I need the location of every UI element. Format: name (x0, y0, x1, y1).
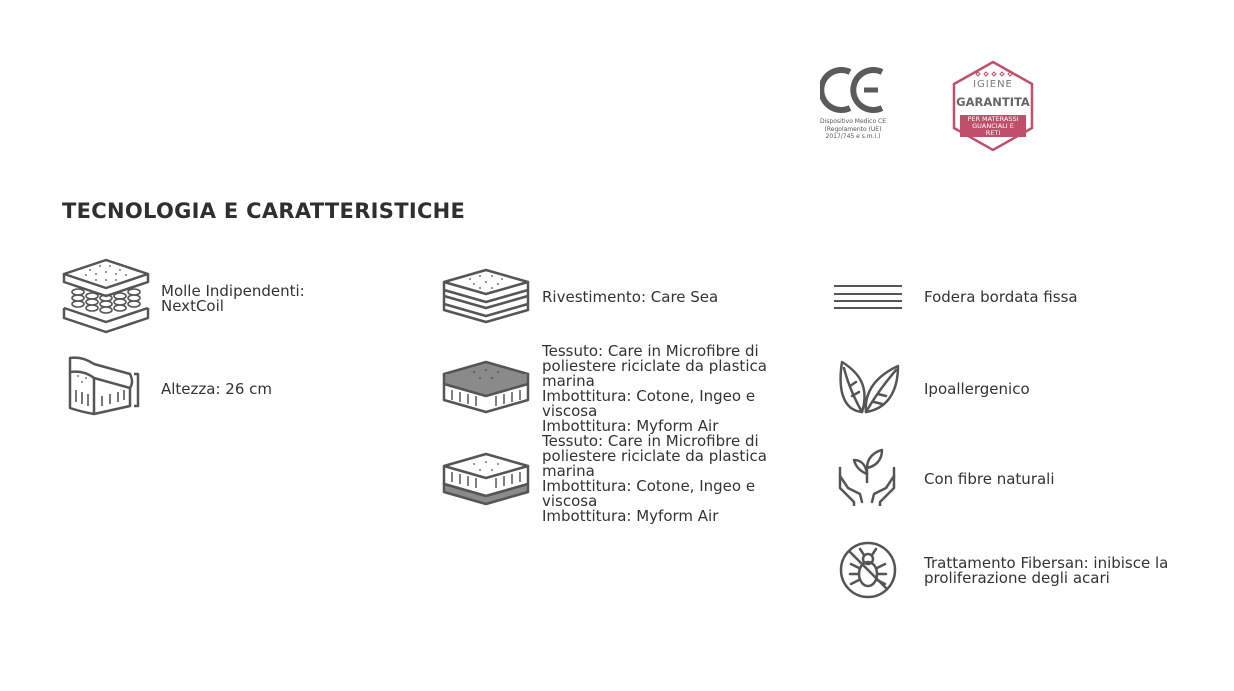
anti-mite-icon (838, 540, 898, 605)
feature-label-side-b: Tessuto: Care in Microfibre di poliestere riciclate da plastica marina Imbottitura: Cotone, Ingeo e viscosa Imbottitura: Myform Air (542, 432, 767, 525)
feature-label-height: Altezza: 26 cm (161, 380, 273, 398)
ce-mark-icon (820, 66, 890, 116)
feature-label-side-a: Tessuto: Care in Microfibre di poliestere riciclate da plastica marina Imbottitura: Cotone, Ingeo e viscosa Imbottitura: Myform Air (542, 342, 767, 435)
feature-label-cover: Rivestimento: Care Sea (542, 288, 719, 306)
mattress-side-a-icon (440, 358, 532, 419)
feature-label-anti-mite: Trattamento Fibersan: inibisce la proliferazione degli acari (924, 554, 1169, 587)
pocket-springs-icon (60, 256, 152, 339)
feature-label-natural-fibers: Con fibre naturali (924, 470, 1055, 488)
layered-cover-icon (440, 266, 532, 331)
igiene-line3: PER MATERASSI (967, 115, 1019, 123)
feature-label-springs: Molle Indipendenti: NextCoil (161, 282, 305, 315)
leaves-icon (836, 358, 900, 421)
ce-caption-line3: 2017/745 e s.m.i.) (825, 133, 881, 140)
igiene-ribbon-text (960, 116, 1026, 137)
igiene-line4: GUANCIALI E (972, 122, 1014, 130)
igiene-line5: RETI (985, 129, 1001, 137)
ce-caption (808, 118, 898, 141)
igiene-garantita-badge (950, 60, 1036, 152)
igiene-line2: GARANTITA (956, 95, 1030, 109)
feature-label-bordered: Fodera bordata fissa (924, 288, 1078, 306)
mattress-side-b-icon (440, 450, 532, 511)
ce-caption-line1: Dispositivo Medico CE (819, 118, 887, 125)
igiene-line1: IGIENE (973, 79, 1013, 90)
ce-caption-line2: (Regolamento (UE) (824, 125, 882, 133)
ce-mark (820, 66, 890, 116)
section-title: TECNOLOGIA E CARATTERISTICHE (62, 199, 466, 223)
bordered-cover-icon (832, 282, 904, 317)
mattress-height-icon (64, 352, 144, 425)
feature-label-hypoallergenic: Ipoallergenico (924, 380, 1030, 398)
hands-plant-icon (836, 448, 898, 511)
